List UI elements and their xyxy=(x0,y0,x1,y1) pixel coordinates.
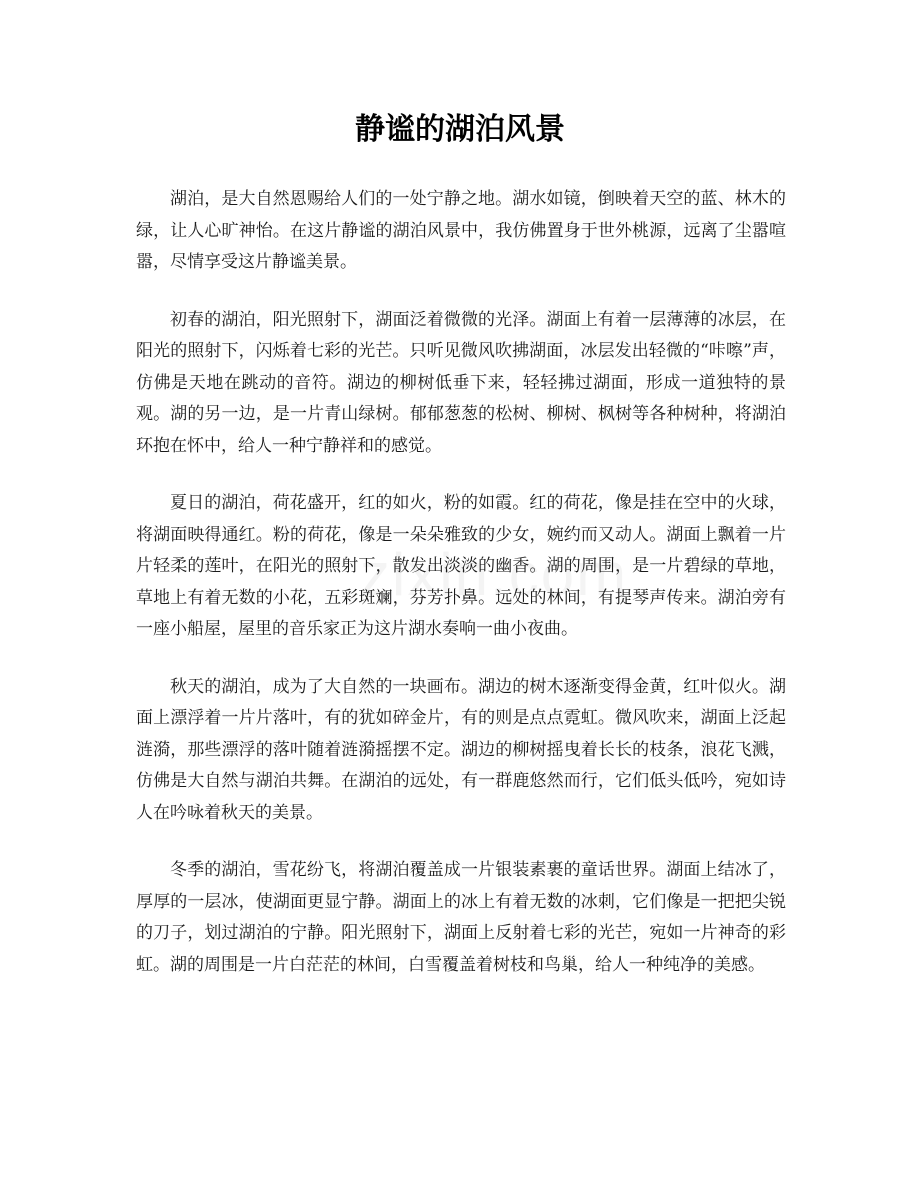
document-title: 静谧的湖泊风景 xyxy=(355,112,565,147)
paragraph-summer: 夏日的湖泊，荷花盛开，红的如火，粉的如霞。红的荷花，像是挂在空中的火球，将湖面映得通红。粉的荷花，像是一朵朵雅致的少女，婉约而又动人。湖面上飘着一片片轻柔的莲叶，在阳光的照射下，散发出淡淡的幽香。湖的周围，是一片碧绿的草地，草地上有着无数的小花，五彩斑斓，芬芳扑鼻。远处的林间，有提琴声传来。湖泊旁有一座小船屋，屋里的音乐家正为这片湖水奏响一曲小夜曲。 xyxy=(136,493,786,639)
paragraph-intro: 湖泊，是大自然恩赐给人们的一处宁静之地。湖水如镜，倒映着天空的蓝、林木的绿，让人心旷神怡。在这片静谧的湖泊风景中，我仿佛置身于世外桃源，远离了尘嚣喧嚣，尽情享受这片静谧美景。 xyxy=(136,189,786,272)
document-body xyxy=(136,184,786,1007)
paragraph-spring: 初春的湖泊，阳光照射下，湖面泛着微微的光泽。湖面上有着一层薄薄的冰层，在阳光的照射下，闪烁着七彩的光芒。只听见微风吹拂湖面，冰层发出轻微的“咔嚓”声，仿佛是天地在跳动的音符。湖边的柳树低垂下来，轻轻拂过湖面，形成一道独特的景观。湖的另一边，是一片青山绿树。郁郁葱葱的松树、柳树、枫树等各种树种，将湖泊环抱在怀中，给人一种宁静祥和的感觉。 xyxy=(136,309,786,456)
paragraph-winter: 冬季的湖泊，雪花纷飞，将湖泊覆盖成一片银装素裹的童话世界。湖面上结冰了，厚厚的一层冰，使湖面更显宁静。湖面上的冰上有着无数的冰刺，它们像是一把把尖锐的刀子，划过湖泊的宁静。阳光照射下，湖面上反射着七彩的光芒，宛如一片神奇的彩虹。湖的周围是一片白茫茫的林间，白雪覆盖着树枝和鸟巢，给人一种纯净的美感。 xyxy=(136,860,786,975)
paragraph-autumn: 秋天的湖泊，成为了大自然的一块画布。湖边的树木逐渐变得金黄，红叶似火。湖面上漂浮着一片片落叶，有的犹如碎金片，有的则是点点霓虹。微风吹来，湖面上泛起涟漪，那些漂浮的落叶随着涟漪摇摆不定。湖边的柳树摇曳着长长的枝条，浪花飞溅，仿佛是大自然与湖泊共舞。在湖泊的远处，有一群鹿悠然而行，它们低头低吟，宛如诗人在吟咏着秋天的美景。 xyxy=(136,676,786,823)
